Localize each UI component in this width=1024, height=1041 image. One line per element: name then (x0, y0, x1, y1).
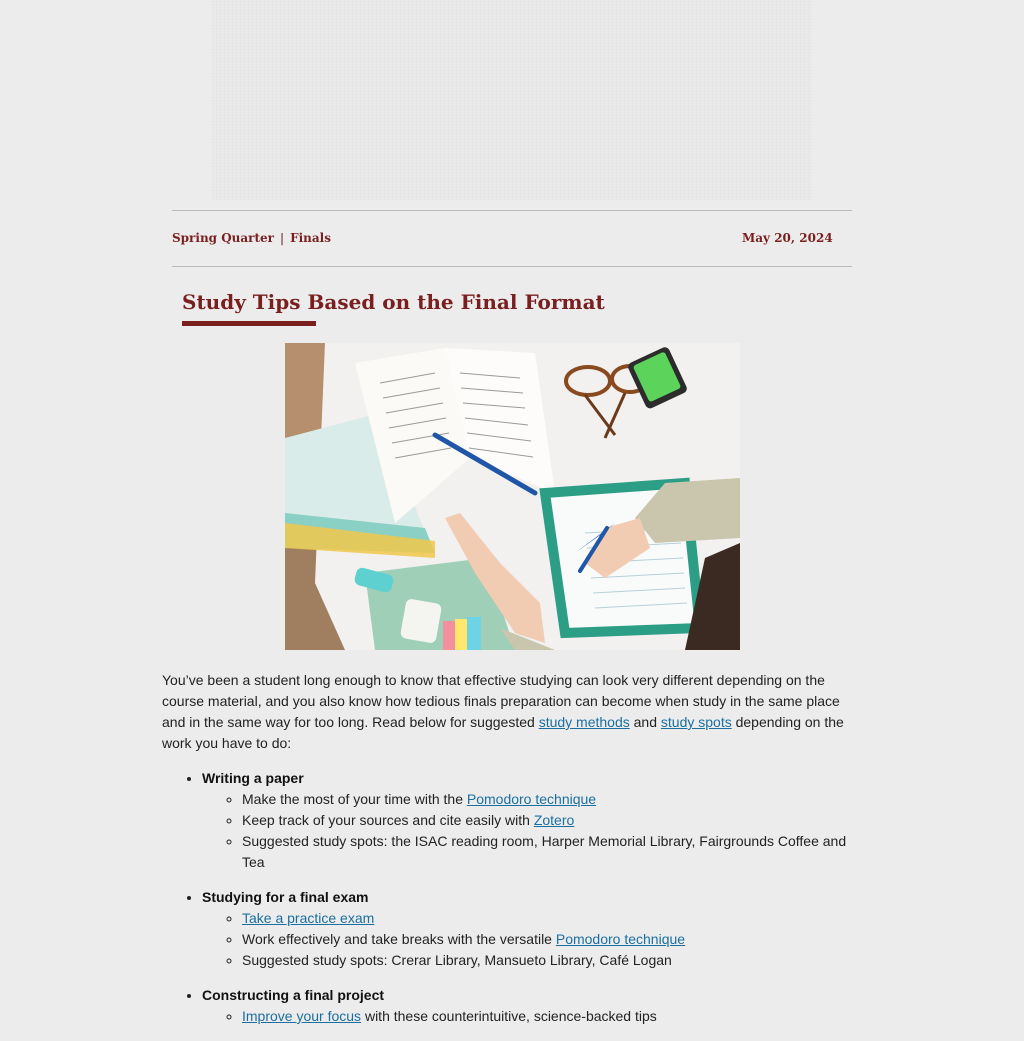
meta-separator: | (280, 231, 285, 245)
issue-meta (172, 231, 331, 245)
study-spots-link[interactable]: study spots (660, 714, 732, 730)
item-text: with these counterintuitive, science-backed tips (361, 1008, 657, 1024)
header-banner (212, 0, 812, 200)
practice-exam-link[interactable]: Take a practice exam (242, 910, 375, 926)
list-item (242, 789, 862, 810)
pomodoro-link[interactable]: Pomodoro technique (466, 791, 597, 807)
quarter-label: Spring Quarter (172, 231, 275, 245)
list-item (242, 929, 862, 950)
tip-subitems (202, 908, 862, 971)
tip-subitems (202, 789, 862, 873)
pomodoro-link[interactable]: Pomodoro technique (555, 931, 686, 947)
study-desk-photo (285, 343, 740, 650)
item-text: Work effectively and take breaks with the versatile (242, 931, 556, 947)
issue-date: May 20, 2024 (742, 231, 833, 245)
section-label: Finals (290, 231, 331, 245)
title-underline (182, 321, 316, 326)
list-item (242, 831, 862, 873)
article-body (162, 670, 862, 1041)
intro-text: depending on the work you have to do: (162, 714, 844, 751)
item-text: Make the most of your time with the (242, 791, 467, 807)
item-text: Keep track of your sources and cite easily with (242, 812, 534, 828)
list-item (242, 810, 862, 831)
section-heading: Constructing a final project (202, 987, 385, 1003)
bottom-divider (172, 266, 852, 267)
article-title: Study Tips Based on the Final Format (182, 290, 605, 314)
study-methods-link[interactable]: study methods (538, 714, 630, 730)
tips-list (162, 768, 862, 1027)
intro-text: and (629, 714, 661, 730)
top-divider (172, 210, 852, 211)
tip-section-exam (202, 887, 862, 971)
intro-text: You’ve been a student long enough to know that effective studying can look very different depending on the course material, and you also know how tedious finals preparation can become when study in the same place and in the same way for too long. Read below for suggested (162, 672, 840, 730)
tip-section-paper (202, 768, 862, 873)
tip-section-project (202, 985, 862, 1027)
item-text: Suggested study spots: the ISAC reading room, Harper Memorial Library, Fairgrounds Coffee and Tea (242, 833, 847, 870)
item-text: Suggested study spots: Crerar Library, Mansueto Library, Café Logan (242, 952, 672, 968)
intro-paragraph (162, 670, 862, 754)
section-heading: Studying for a final exam (202, 889, 369, 905)
section-heading: Writing a paper (202, 770, 304, 786)
list-item (242, 950, 862, 971)
zotero-link[interactable]: Zotero (533, 812, 575, 828)
list-item (242, 908, 862, 929)
improve-focus-link[interactable]: Improve your focus (242, 1008, 362, 1024)
